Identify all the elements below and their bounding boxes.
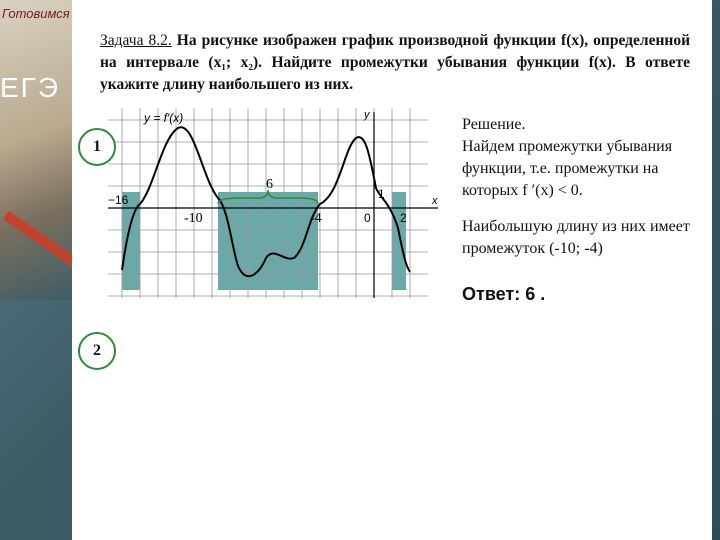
tick-two: 2: [400, 211, 407, 225]
y-label: y: [364, 109, 370, 121]
step-badge-1: 1: [78, 128, 116, 166]
answer: Ответ: 6 .: [462, 284, 546, 304]
ege-logo: ЕГЭ: [0, 72, 60, 103]
task-statement: [100, 30, 690, 96]
tick-minus4: -4: [310, 211, 322, 226]
decor-caption: Готовимся: [2, 6, 70, 21]
x-label: x: [432, 195, 438, 207]
task-text: На рисунке изображен график производной функции f(x), определенной на интервале (x₁; x₂). Найдите промежутки убывания функции f(x). В ответе укажите длину наибольшего из них.: [100, 32, 690, 93]
tick-one: 1: [378, 187, 385, 201]
region-right: [392, 192, 406, 290]
solution-title: Решение.: [462, 116, 526, 133]
solution-block: [462, 114, 692, 260]
tick-zero: 0: [364, 211, 371, 225]
solution-line1: Найдем промежутки убывания функции, т.е. промежутки на которых f ′(x) < 0.: [462, 138, 673, 199]
tick-minus16: −16: [108, 193, 129, 207]
tick-minus10: -10: [184, 211, 203, 226]
func-label: y = f′(x): [144, 111, 184, 125]
step-badge-2: 2: [78, 332, 116, 370]
brace-label: 6: [266, 177, 273, 192]
derivative-graph: [108, 108, 448, 308]
task-number: Задача 8.2.: [100, 32, 172, 49]
solution-line2: Наибольшую длину из них имеет промежуток (-10; -4): [462, 218, 690, 257]
slide-content: [72, 0, 712, 540]
